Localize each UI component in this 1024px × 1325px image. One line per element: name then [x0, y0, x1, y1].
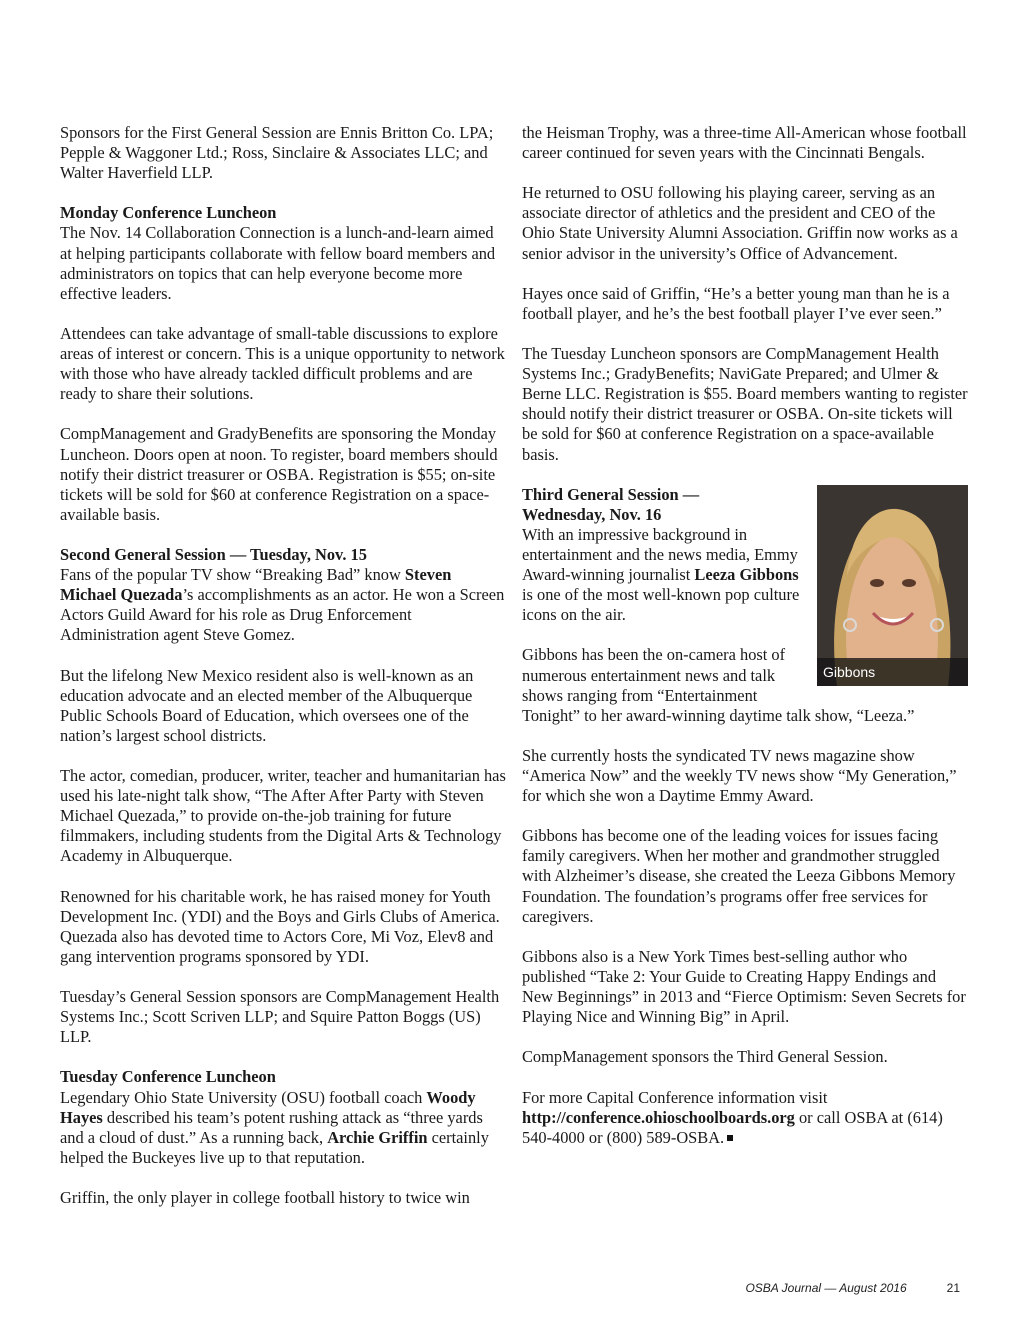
section-heading-third-session-line1: Third General Session — — [522, 484, 700, 504]
paragraph-text: or call OSBA at (614) 540-4000 or (800) 589-OSBA. — [522, 1107, 943, 1147]
section-heading-tuesday-luncheon: Tuesday Conference Luncheon — [60, 1067, 276, 1087]
bold-name: Steven Michael Quezada — [60, 565, 452, 605]
paragraph: Gibbons also is a New York Times best-selling author who published “Take 2: Your Guide to Creating Happy Endings and New Beginnings” in 2013 and “Fierce Optimism: Seven Secrets for Playing Nice and Winning Big” in April. — [522, 946, 966, 1027]
photo-caption: Gibbons — [817, 658, 968, 686]
paragraph-text: certainly helped the Buckeyes live up to that reputation. — [60, 1127, 489, 1167]
paragraph: Sponsors for the First General Session are Ennis Britton Co. LPA; Pepple & Waggoner Ltd.; Ross, Sinclaire & Associates LLC; and Walter Haverfield LLP. — [60, 123, 494, 183]
bold-name: Archie Griffin — [327, 1127, 428, 1147]
paragraph-text: ’s accomplishments as an actor. He won a Screen Actors Guild Award for his role as Drug Enforcement Administration agent Steve Gomez. — [60, 585, 505, 645]
paragraph: The Tuesday Luncheon sponsors are CompManagement Health Systems Inc.; GradyBenefits; NaviGate Prepared; and Ulmer & Berne LLC. Registration is $55. Board members wanting to register should notify their district treasurer or OSBA. On-site tickets will be sold for $60 at conference Registration on a space-available basis. — [522, 344, 968, 464]
paragraph: The actor, comedian, producer, writer, teacher and humanitarian has used his late-night talk show, “The After After Party with Steven Michael Quezada,” to provide on-the-job training for future filmmakers, including students from the Digital Arts & Technology Academy in Albuquerque. — [60, 766, 506, 866]
section-heading-third-session-line2: Wednesday, Nov. 16 — [522, 504, 662, 524]
section-heading-second-session: Second General Session — Tuesday, Nov. 15 — [60, 544, 367, 564]
paragraph: Attendees can take advantage of small-table discussions to explore areas of interest or concern. This is a unique opportunity to network with those who have already tackled difficult problems and are ready to share their solutions. — [60, 323, 505, 404]
paragraph — [60, 1067, 506, 1167]
paragraph: CompManagement sponsors the Third General Session. — [522, 1047, 888, 1067]
paragraph-text: is one of the most well-known pop culture icons on the air. — [522, 585, 800, 625]
paragraph: Griffin, the only player in college football history to twice win — [60, 1187, 470, 1207]
paragraph: the Heisman Trophy, was a three-time All-American whose football career continued for seven years with the Cincinnati Bengals. — [522, 123, 967, 163]
portrait-photo — [817, 485, 968, 686]
paragraph-text: For more Capital Conference information visit — [522, 1087, 828, 1107]
paragraph: Renowned for his charitable work, he has raised money for Youth Development Inc. (YDI) and the Boys and Girls Clubs of America. Quezada also has devoted time to Actors Core, Mi Voz, Elev8 and gang intervention programs sponsored by YDI. — [60, 886, 500, 966]
paragraph — [60, 203, 506, 303]
right-column — [522, 123, 968, 1168]
journal-title: OSBA Journal — August 2016 — [745, 1281, 907, 1295]
portrait-image — [817, 485, 968, 686]
paragraph-text: The Nov. 14 Collaboration Connection is a lunch-and-learn aimed at helping participants collaborate with fellow board members and administrators on topics that can help everyone become more effective leaders. — [60, 223, 496, 303]
paragraph: Gibbons has been the on-camera host of numerous entertainment news and talk shows ranging from “Entertainment Tonight” to her award-winning daytime talk show, “Leeza.” — [522, 645, 915, 725]
paragraph: She currently hosts the syndicated TV news magazine show “America Now” and the weekly TV news show “My Generation,” for which she won a Daytime Emmy Award. — [522, 745, 957, 806]
page-number: 21 — [946, 1281, 960, 1295]
paragraph-text: Legendary Ohio State University (OSU) football coach — [60, 1087, 427, 1107]
page-footer — [745, 1281, 960, 1295]
paragraph-text: With an impressive background in entertainment and the news media, Emmy Award-winning journalist — [522, 524, 798, 585]
paragraph: But the lifelong New Mexico resident also is well-known as an education advocate and an elected member of the Albuquerque Public Schools Board of Education, which oversees one of the nation’s largest school districts. — [60, 665, 474, 745]
paragraph-text: Fans of the popular TV show “Breaking Bad” know — [60, 565, 405, 585]
end-mark-icon — [727, 1135, 733, 1141]
paragraph — [60, 545, 506, 645]
conference-link[interactable]: http://conference.ohioschoolboards.org — [522, 1107, 795, 1127]
paragraph: Hayes once said of Griffin, “He’s a better young man than he is a football player, and he’s the best football player I’ve ever seen.” — [522, 283, 950, 323]
left-column — [60, 123, 506, 1228]
paragraph: Gibbons has become one of the leading voices for issues facing family caregivers. When her mother and grandmother struggled with Alzheimer’s disease, she created the Leeza Gibbons Memory Foundation. The foundation’s programs offer free services for caregivers. — [522, 826, 956, 926]
paragraph — [522, 1088, 968, 1148]
section-heading-monday-luncheon: Monday Conference Luncheon — [60, 203, 277, 223]
paragraph: He returned to OSU following his playing career, serving as an associate director of athletics and the president and CEO of the Ohio State University Alumni Association. Griffin now works as a senior advisor in the university’s Office of Advancement. — [522, 183, 958, 263]
paragraph: CompManagement and GradyBenefits are sponsoring the Monday Luncheon. Doors open at noon. To register, board members should notify their district treasurer or OSBA. Registration is $55; on-site tickets will be sold for $60 at conference Registration on a space-available basis. — [60, 424, 498, 524]
paragraph-text: described his team’s potent rushing attack as “three yards and a cloud of dust.” As a running back, — [60, 1107, 483, 1147]
paragraph: Tuesday’s General Session sponsors are CompManagement Health Systems Inc.; Scott Scriven LLP; and Squire Patton Boggs (US) LLP. — [60, 987, 500, 1047]
bold-name: Woody Hayes — [60, 1087, 476, 1127]
bold-name: Leeza Gibbons — [694, 565, 799, 585]
